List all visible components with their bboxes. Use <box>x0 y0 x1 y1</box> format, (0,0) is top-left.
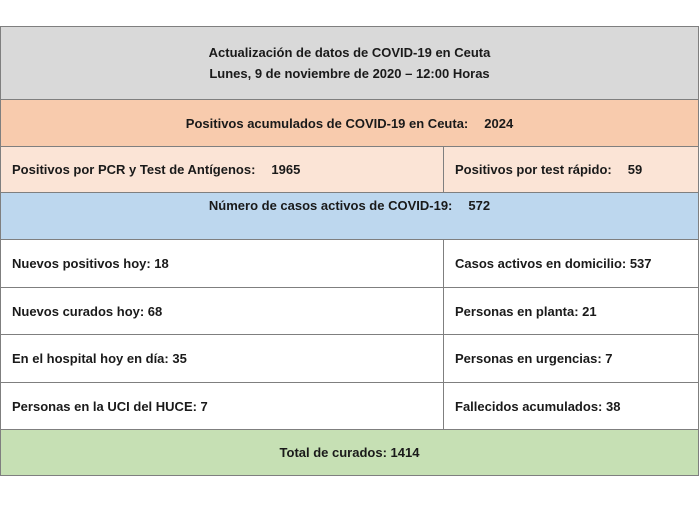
pcr-positives-label: Positivos por PCR y Test de Antígenos: <box>12 162 256 177</box>
covid-report-table <box>0 26 699 476</box>
rapid-test-positives-cell <box>444 147 698 192</box>
pcr-positives-value: 1965 <box>271 162 301 177</box>
total-recovered-row <box>1 430 698 475</box>
active-cases-label: Número de casos activos de COVID-19: <box>208 198 453 213</box>
people-in-ward: Personas en planta: 21 <box>455 303 597 319</box>
active-cases-value: 572 <box>468 198 491 213</box>
table-row <box>1 288 698 335</box>
rapid-test-positives-value: 59 <box>627 162 643 177</box>
cumulative-deaths: Fallecidos acumulados: 38 <box>455 398 621 414</box>
cumulative-positives-row <box>1 100 698 147</box>
active-cases-at-home: Casos activos en domicilio: 537 <box>455 256 652 271</box>
total-recovered: Total de curados: 1414 <box>279 445 420 460</box>
table-row <box>1 240 698 288</box>
report-header <box>1 27 698 100</box>
people-in-emergency: Personas en urgencias: 7 <box>455 351 613 366</box>
pcr-positives-cell <box>1 147 444 192</box>
new-recovered-today: Nuevos curados hoy: 68 <box>1 288 444 334</box>
rapid-test-positives-label: Positivos por test rápido: <box>455 162 612 177</box>
report-date: Lunes, 9 de noviembre de 2020 – 12:00 Horas <box>209 66 490 81</box>
positives-split-row <box>1 147 698 193</box>
report-title: Actualización de datos de COVID-19 en Ceuta <box>208 45 491 60</box>
cumulative-positives-label: Positivos acumulados de COVID-19 en Ceuta: <box>185 115 469 131</box>
new-positives-today: Nuevos positivos hoy: 18 <box>1 240 444 287</box>
cumulative-positives-value: 2024 <box>484 115 514 131</box>
hospitalized-today: En el hospital hoy en día: 35 <box>1 335 444 382</box>
people-in-icu: Personas en la UCI del HUCE: 7 <box>1 383 444 429</box>
active-cases-row <box>1 193 698 240</box>
table-row <box>1 383 698 430</box>
table-row <box>1 335 698 383</box>
